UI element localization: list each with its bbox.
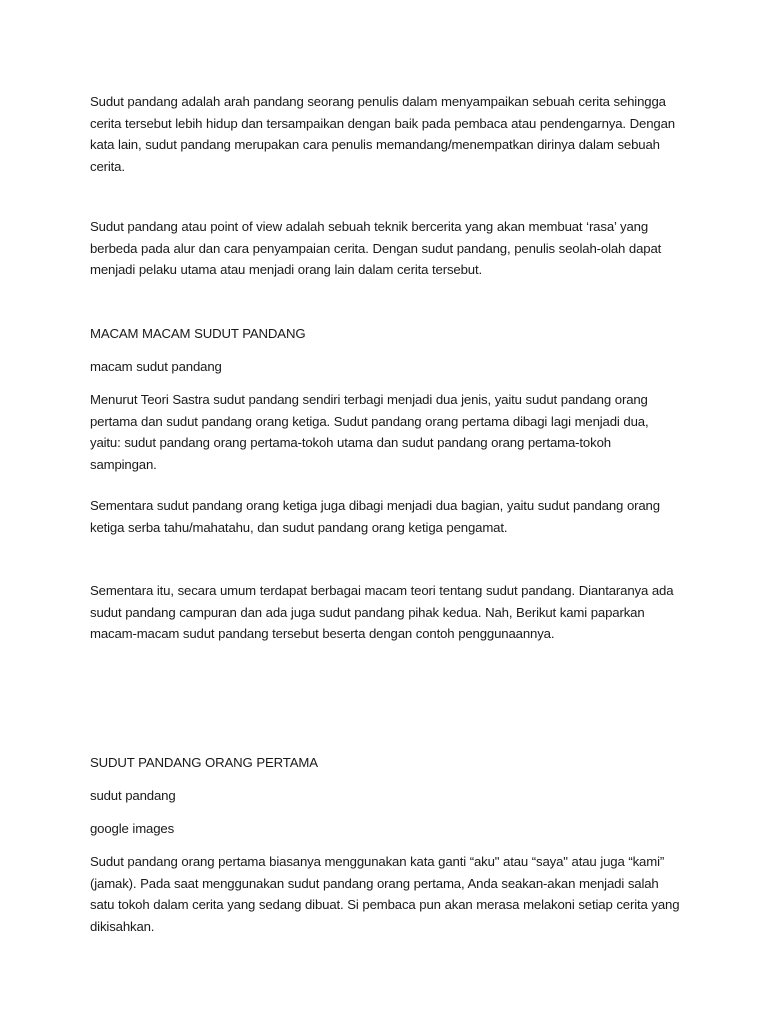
image-caption-sudut-pandang: sudut pandang: [90, 788, 176, 803]
teori-umum-paragraph: Sementara itu, secara umum terdapat berbagai macam teori tentang sudut pandang. Diantaranya ada sudut pandang campuran dan ada juga sudut pandang pihak kedua. Nah, Berikut kami paparkan macam-macam sudut pandang tersebut beserta dengan contoh penggunaannya.: [90, 583, 674, 641]
image-caption-macam: macam sudut pandang: [90, 359, 222, 374]
orang-ketiga-paragraph: Sementara sudut pandang orang ketiga juga dibagi menjadi dua bagian, yaitu sudut pandang orang ketiga serba tahu/mahatahu, dan sudut pandang orang ketiga pengamat.: [90, 498, 660, 535]
image-source-label: google images: [90, 821, 175, 836]
point-of-view-paragraph: Sudut pandang atau point of view adalah sebuah teknik bercerita yang akan membuat ‘rasa’ yang berbeda pada alur dan cara penyampaian cerita. Dengan sudut pandang, penulis seolah-olah dapat menjadi pelaku utama atau menjadi orang lain dalam cerita tersebut.: [90, 219, 662, 277]
orang-pertama-paragraph: Sudut pandang orang pertama biasanya menggunakan kata ganti “aku" atau “saya" atau juga “kami” (jamak). Pada saat menggunakan sudut pandang orang pertama, Anda seakan-akan menjadi salah satu tokoh dalam cerita yang sedang dibuat. Si pembaca pun akan merasa melakoni setiap cerita yang dikisahkan.: [90, 854, 680, 934]
intro-paragraph: Sudut pandang adalah arah pandang seorang penulis dalam menyampaikan sebuah cerita sehingga cerita tersebut lebih hidup dan tersampaikan dengan baik pada pembaca atau pendengarnya. Dengan kata lain, sudut pandang merupakan cara penulis memandang/menempatkan dirinya dalam sebuah cerita.: [90, 94, 675, 174]
heading-orang-pertama: SUDUT PANDANG ORANG PERTAMA: [90, 755, 318, 770]
heading-macam-sudut-pandang: MACAM MACAM SUDUT PANDANG: [90, 326, 306, 341]
teori-sastra-paragraph: Menurut Teori Sastra sudut pandang sendiri terbagi menjadi dua jenis, yaitu sudut pandang orang pertama dan sudut pandang orang ketiga. Sudut pandang orang pertama dibagi lagi menjadi dua, yaitu: sudut pandang orang pertama-tokoh utama dan sudut pandang orang pertama-tokoh sampingan.: [90, 392, 649, 472]
